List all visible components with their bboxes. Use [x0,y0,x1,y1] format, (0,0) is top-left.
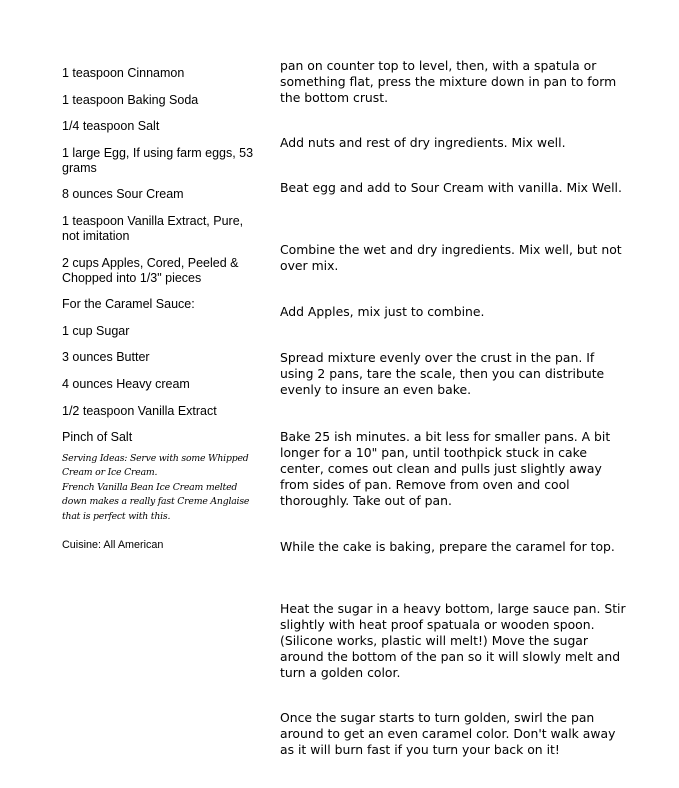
ingredient-item: 1 large Egg, If using farm eggs, 53 grams [62,145,254,175]
direction-step: Once the sugar starts to turn golden, swirl the pan around to get an even caramel color. Don't walk away as it will burn fast if you turn your back on it! [280,710,616,758]
ingredient-item: 3 ounces Butter [62,350,150,365]
direction-step: Bake 25 ish minutes. a bit less for smaller pans. A bit longer for a 10" pan, until toothpick stuck in cake center, comes out clean and pulls just slightly away from sides of pan. Remove from oven and cool thoroughly. Take out of pan. [280,429,611,509]
ingredient-item: 1/4 teaspoon Salt [62,119,160,134]
ingredient-item: 8 ounces Sour Cream [62,187,184,202]
direction-step: Heat the sugar in a heavy bottom, large sauce pan. Stir slightly with heat proof spatuala or wooden spoon. (Silicone works, plastic will melt!) Move the sugar around the bottom of the pan so it will slowly melt and turn a golden color. [280,601,626,681]
direction-step: Add Apples, mix just to combine. [280,304,485,319]
direction-step: pan on counter top to level, then, with a spatula or something flat, press the mixture down in pan to form the bottom crust. [280,58,617,106]
recipe-notes [62,452,262,525]
ingredient-item: 2 cups Apples, Cored, Peeled & Chopped into 1/3" pieces [62,255,239,285]
ingredient-item: 4 ounces Heavy cream [62,376,190,391]
direction-step: Combine the wet and dry ingredients. Mix well, but not over mix. [280,242,622,274]
cuisine-label: Cuisine: All American [62,539,164,552]
direction-step: Beat egg and add to Sour Cream with vanilla. Mix Well. [280,180,622,195]
direction-step: Spread mixture evenly over the crust in the pan. If using 2 pans, tare the scale, then you can distribute evenly to insure an even bake. [280,350,605,398]
direction-step: Add nuts and rest of dry ingredients. Mix well. [280,135,566,150]
direction-step: While the cake is baking, prepare the caramel for top. [280,539,615,554]
ingredient-item: 1 cup Sugar [62,323,130,338]
ingredient-item: 1 teaspoon Cinnamon [62,66,185,80]
ingredient-item: 1/2 teaspoon Vanilla Extract [62,403,217,418]
section-heading-caramel-sauce: For the Caramel Sauce: [62,297,195,312]
ingredient-item: Pinch of Salt [62,430,133,445]
ingredients-column [62,66,262,553]
serving-ideas-note: Serving Ideas: Serve with some Whipped Cream or Ice Cream. [62,452,249,479]
ingredient-item: 1 teaspoon Vanilla Extract, Pure, not imitation [62,213,244,243]
ingredient-item: 1 teaspoon Baking Soda [62,92,199,107]
french-vanilla-note: French Vanilla Bean Ice Cream melted down makes a really fast Creme Anglaise that is perfect with this. [62,481,250,522]
